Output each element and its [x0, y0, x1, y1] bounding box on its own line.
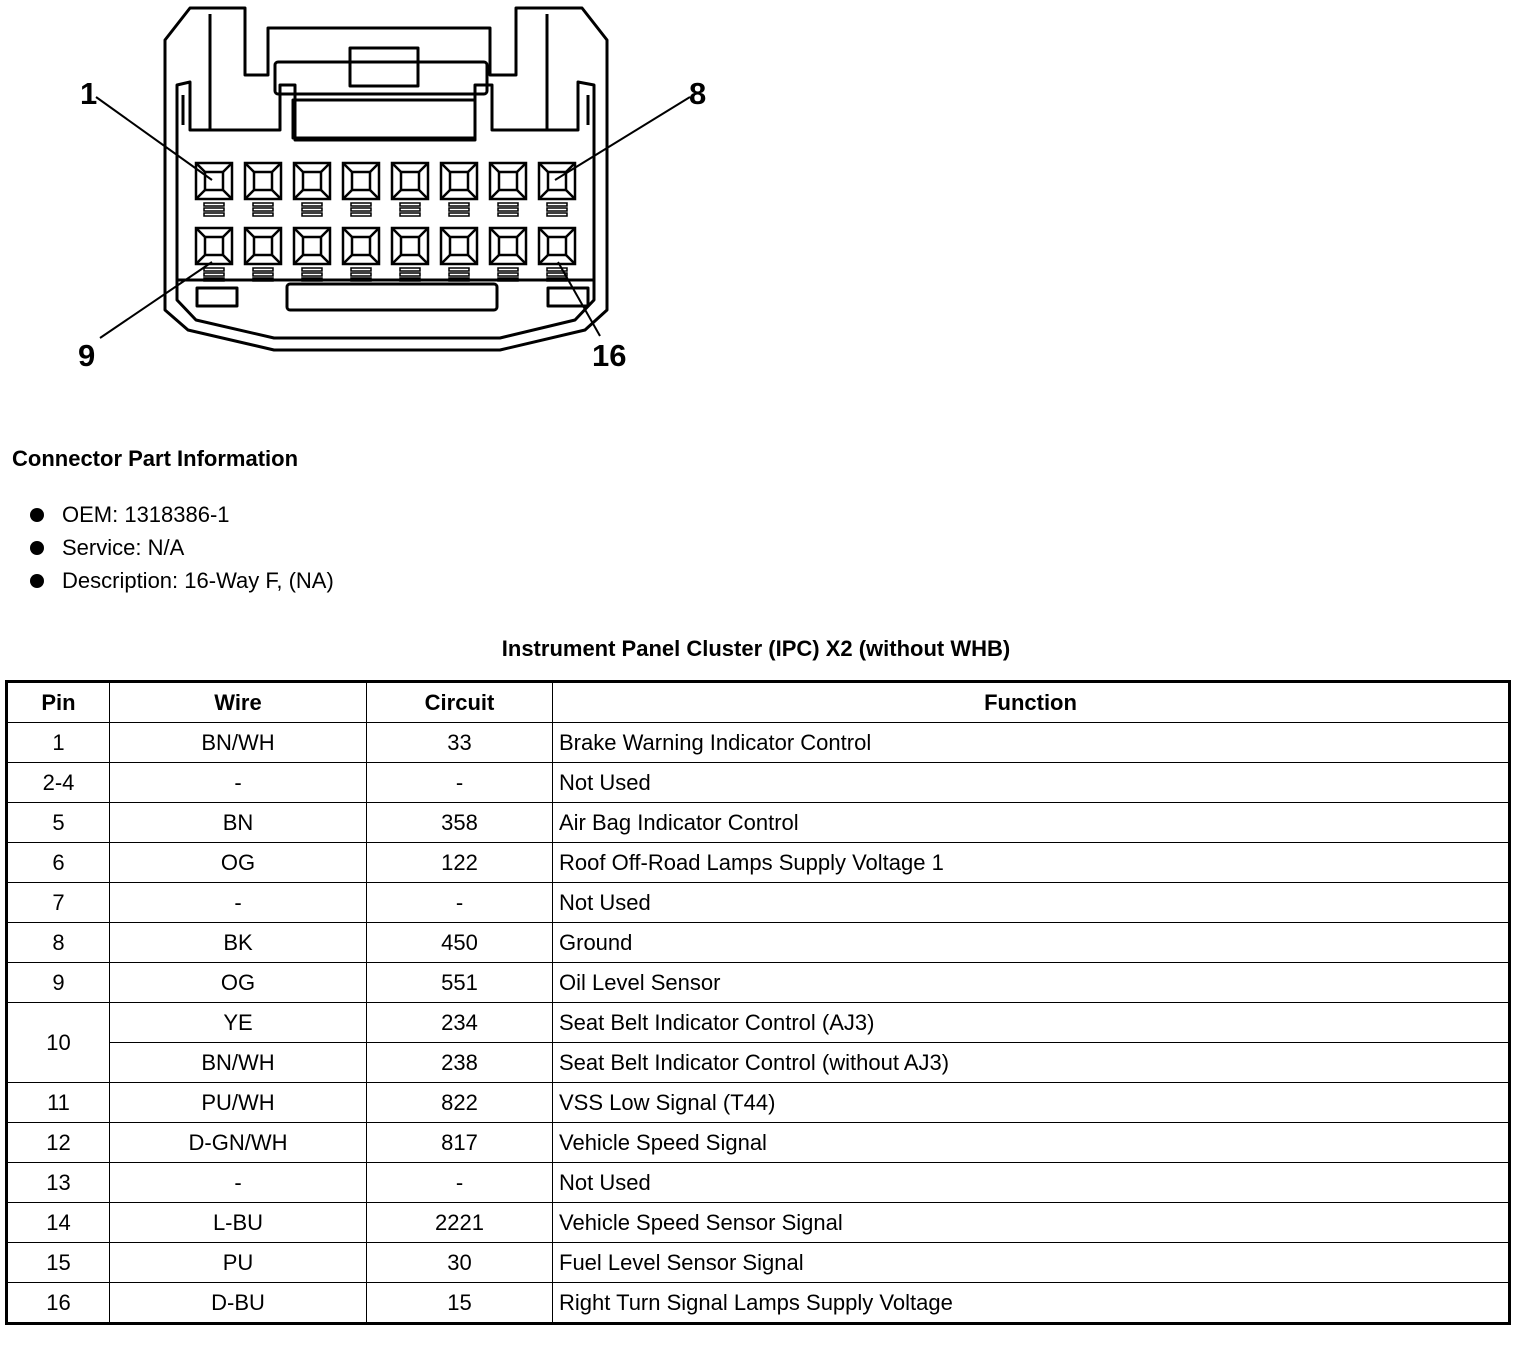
- cell-circuit: 822: [367, 1083, 553, 1123]
- cell-wire: L-BU: [110, 1203, 367, 1243]
- cell-function: Ground: [553, 923, 1510, 963]
- cell-function: Seat Belt Indicator Control (AJ3): [553, 1003, 1510, 1043]
- cell-pin: 15: [7, 1243, 110, 1283]
- cell-circuit: 238: [367, 1043, 553, 1083]
- cell-wire: PU: [110, 1243, 367, 1283]
- bullet-icon: [30, 574, 44, 588]
- pin-cavity-7: [490, 163, 526, 216]
- pin-cavity-1: [196, 163, 232, 216]
- cell-pin: 5: [7, 803, 110, 843]
- pin-cavity-13: [392, 228, 428, 281]
- cell-circuit: 33: [367, 723, 553, 763]
- part-info-list: [30, 500, 334, 599]
- table-row: [7, 963, 1510, 1003]
- pin-cavity-16: [539, 228, 575, 281]
- part-info-heading: Connector Part Information: [12, 446, 299, 471]
- leader-line-pin-8: [555, 97, 690, 180]
- pin-cavity-11: [294, 228, 330, 281]
- cell-pin: 8: [7, 923, 110, 963]
- header-wire: Wire: [110, 682, 367, 723]
- cell-function: Not Used: [553, 883, 1510, 923]
- cell-wire: -: [110, 763, 367, 803]
- table-row: [7, 1283, 1510, 1324]
- bullet-icon: [30, 541, 44, 555]
- table-header-row: [7, 682, 1510, 723]
- cell-function: Not Used: [553, 763, 1510, 803]
- table-row: [7, 1203, 1510, 1243]
- connector-inner-outline: [177, 82, 594, 338]
- pin-cavity-14: [441, 228, 477, 281]
- cell-wire: BN: [110, 803, 367, 843]
- table-row: [7, 803, 1510, 843]
- cell-wire: -: [110, 883, 367, 923]
- connector-latch-window: [293, 100, 475, 138]
- cell-function: VSS Low Signal (T44): [553, 1083, 1510, 1123]
- cell-circuit: -: [367, 1163, 553, 1203]
- cell-function: Vehicle Speed Sensor Signal: [553, 1203, 1510, 1243]
- table-row: [7, 1123, 1510, 1163]
- cell-circuit: -: [367, 763, 553, 803]
- header-pin: Pin: [7, 682, 110, 723]
- table-row: [7, 763, 1510, 803]
- part-info-oem: [30, 500, 334, 533]
- table-row: [7, 923, 1510, 963]
- cell-circuit: 2221: [367, 1203, 553, 1243]
- pinout-table: [5, 680, 1511, 1325]
- cell-pin: 13: [7, 1163, 110, 1203]
- cell-function: Fuel Level Sensor Signal: [553, 1243, 1510, 1283]
- cell-wire: PU/WH: [110, 1083, 367, 1123]
- part-info-description: [30, 566, 334, 599]
- cell-function: Brake Warning Indicator Control: [553, 723, 1510, 763]
- part-info-description-text: Description: 16-Way F, (NA): [62, 568, 334, 593]
- cell-function: Not Used: [553, 1163, 1510, 1203]
- pin-label-1: 1: [80, 76, 98, 111]
- pin-cavity-15: [490, 228, 526, 281]
- pin-cavity-12: [343, 228, 379, 281]
- table-row: [7, 1003, 1510, 1043]
- cell-pin: 1: [7, 723, 110, 763]
- cell-pin: 11: [7, 1083, 110, 1123]
- cell-pin: 2-4: [7, 763, 110, 803]
- pin-cavity-10: [245, 228, 281, 281]
- connector-bottom-slot: [287, 284, 497, 310]
- connector-latch-tab: [350, 48, 418, 86]
- pin-cavity-6: [441, 163, 477, 216]
- cell-circuit: 122: [367, 843, 553, 883]
- connector-face-diagram: [0, 0, 760, 400]
- cell-function: Right Turn Signal Lamps Supply Voltage: [553, 1283, 1510, 1324]
- cell-wire: D-BU: [110, 1283, 367, 1324]
- header-function: Function: [553, 682, 1510, 723]
- cell-circuit: 15: [367, 1283, 553, 1324]
- cell-wire: YE: [110, 1003, 367, 1043]
- pin-cavity-9: [196, 228, 232, 281]
- leader-line-pin-9: [100, 262, 212, 338]
- cell-pin: 10: [7, 1003, 110, 1083]
- part-info-service-text: Service: N/A: [62, 535, 185, 560]
- pin-label-8: 8: [689, 76, 707, 111]
- leader-line-pin-1: [96, 97, 212, 180]
- cell-function: Vehicle Speed Signal: [553, 1123, 1510, 1163]
- pin-row-top: [196, 163, 575, 216]
- cell-function: Oil Level Sensor: [553, 963, 1510, 1003]
- cell-function: Roof Off-Road Lamps Supply Voltage 1: [553, 843, 1510, 883]
- pin-label-16: 16: [592, 338, 627, 373]
- cell-wire: -: [110, 1163, 367, 1203]
- header-circuit: Circuit: [367, 682, 553, 723]
- cell-wire: BN/WH: [110, 723, 367, 763]
- cell-circuit: -: [367, 883, 553, 923]
- part-info-oem-text: OEM: 1318386-1: [62, 502, 230, 527]
- cell-pin: 14: [7, 1203, 110, 1243]
- cell-wire: D-GN/WH: [110, 1123, 367, 1163]
- table-row: [7, 723, 1510, 763]
- cell-circuit: 551: [367, 963, 553, 1003]
- cell-function: Seat Belt Indicator Control (without AJ3): [553, 1043, 1510, 1083]
- cell-circuit: 234: [367, 1003, 553, 1043]
- cell-wire: BK: [110, 923, 367, 963]
- pin-label-9: 9: [78, 338, 96, 373]
- cell-circuit: 817: [367, 1123, 553, 1163]
- table-row: [7, 1043, 1510, 1083]
- cell-function: Air Bag Indicator Control: [553, 803, 1510, 843]
- cell-wire: BN/WH: [110, 1043, 367, 1083]
- table-row: [7, 1083, 1510, 1123]
- cell-circuit: 450: [367, 923, 553, 963]
- bullet-icon: [30, 508, 44, 522]
- cell-pin: 16: [7, 1283, 110, 1324]
- cell-pin: 9: [7, 963, 110, 1003]
- cell-circuit: 30: [367, 1243, 553, 1283]
- pin-cavity-2: [245, 163, 281, 216]
- part-info-service: [30, 533, 334, 566]
- pin-row-bottom: [196, 228, 575, 281]
- cell-pin: 6: [7, 843, 110, 883]
- cell-circuit: 358: [367, 803, 553, 843]
- cell-wire: OG: [110, 963, 367, 1003]
- table-row: [7, 1163, 1510, 1203]
- cell-pin: 7: [7, 883, 110, 923]
- table-title: Instrument Panel Cluster (IPC) X2 (without WHB): [501, 636, 1011, 661]
- connector-latch: [275, 62, 487, 94]
- table-row: [7, 843, 1510, 883]
- cell-pin: 12: [7, 1123, 110, 1163]
- pin-cavity-5: [392, 163, 428, 216]
- cell-wire: OG: [110, 843, 367, 883]
- pin-cavity-4: [343, 163, 379, 216]
- table-row: [7, 883, 1510, 923]
- table-row: [7, 1243, 1510, 1283]
- pin-cavity-3: [294, 163, 330, 216]
